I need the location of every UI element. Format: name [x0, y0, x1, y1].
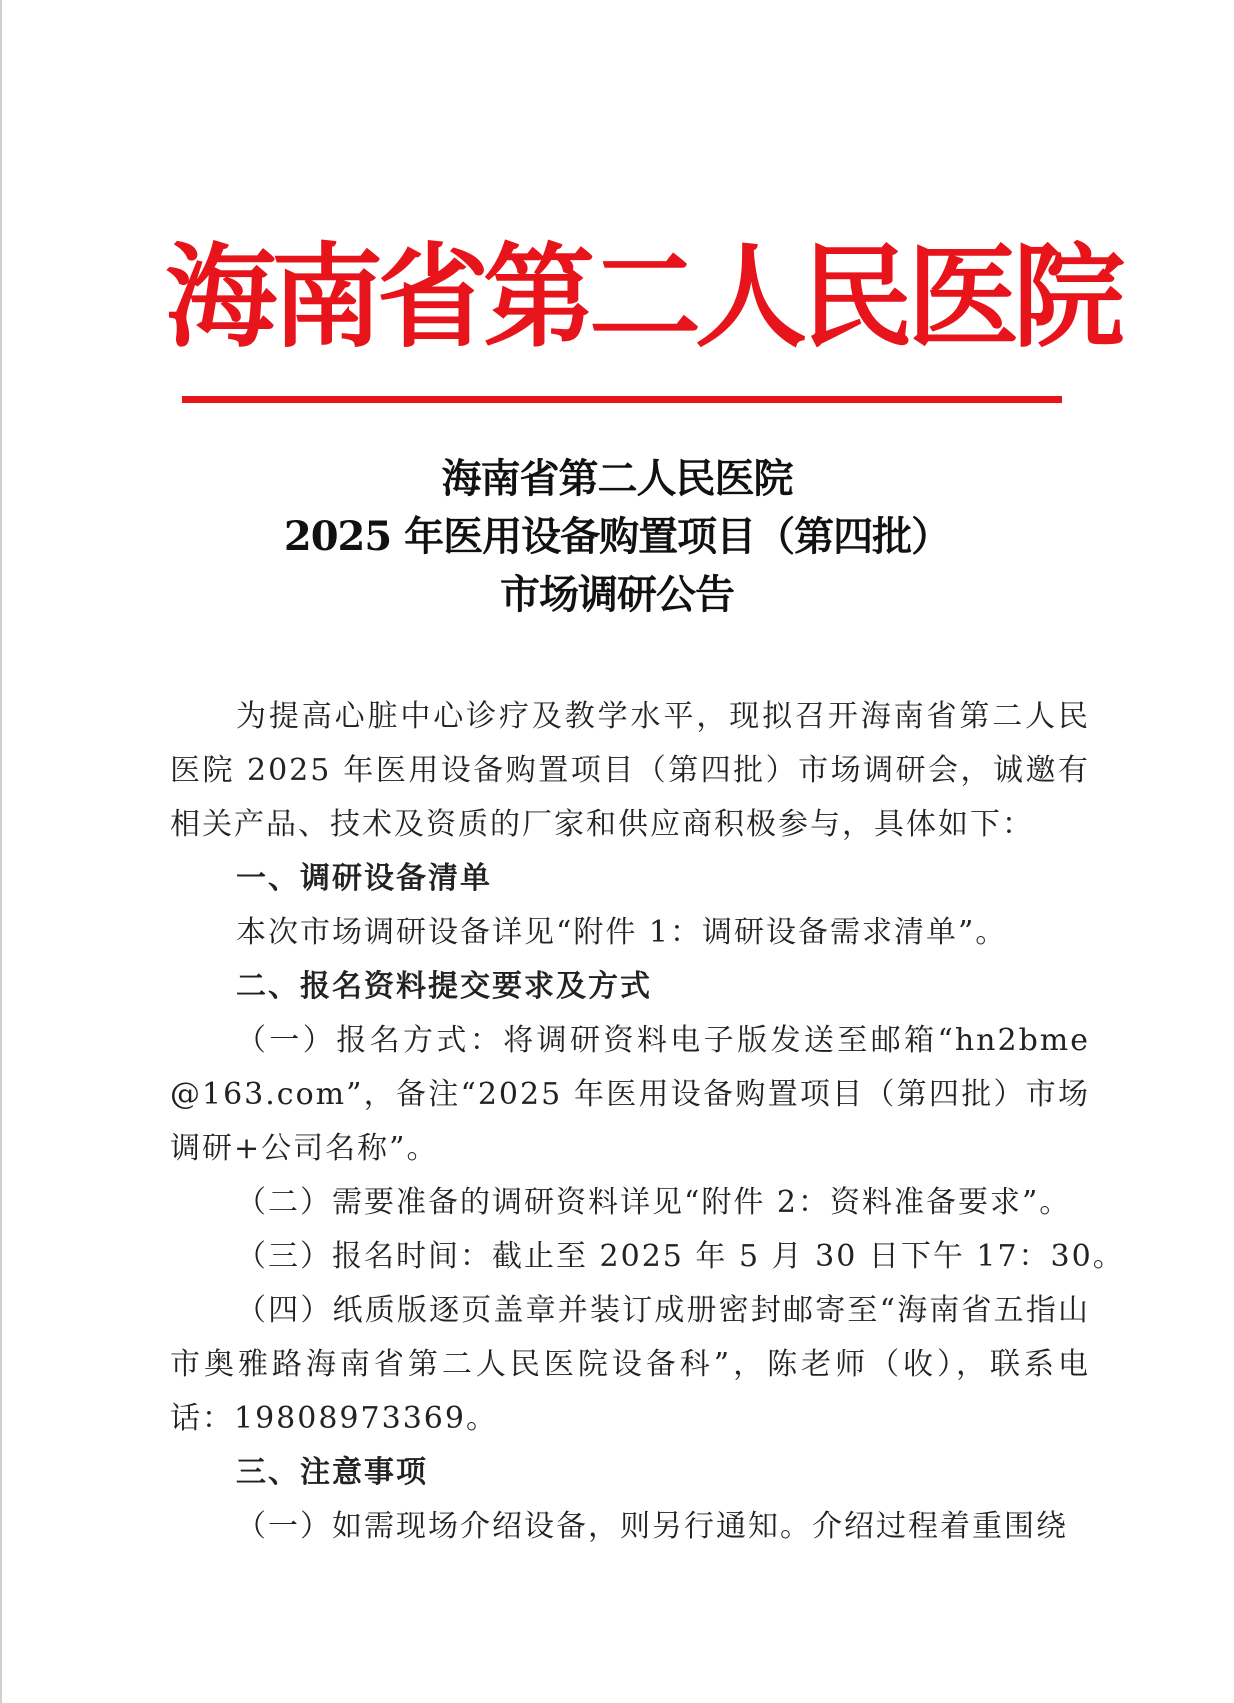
section-3-heading: 三、注意事项 — [236, 1455, 428, 1490]
document-title — [0, 450, 1234, 624]
section-2-heading: 二、报名资料提交要求及方式 — [236, 969, 652, 1004]
section-2-item-2: （二）需要准备的调研资料详见“附件 2：资料准备要求”。 — [236, 1185, 1072, 1220]
section-1-text: 本次市场调研设备详见“附件 1：调研设备需求清单”。 — [236, 915, 1008, 950]
title-line-2: 2025 年医用设备购置项目（第四批） — [283, 513, 951, 560]
section-3-item-1: （一）如需现场介绍设备，则另行通知。介绍过程着重围绕 — [236, 1509, 1068, 1544]
page-edge — [0, 0, 2, 1703]
document-body — [170, 690, 1125, 1554]
section-2-item-3: （三）报名时间：截止至 2025 年 5 月 30 日下午 17：30。 — [236, 1239, 1125, 1274]
section-1-heading: 一、调研设备清单 — [236, 861, 492, 896]
red-divider-line — [182, 396, 1062, 403]
intro-paragraph: 为提高心脏中心诊疗及教学水平，现拟召开海南省第二人民医院 2025 年医用设备购置项目（第四批）市场调研会，诚邀有相关产品、技术及资质的厂家和供应商积极参与，具体如下： — [170, 699, 1090, 842]
title-line-1: 海南省第二人民医院 — [441, 455, 793, 502]
section-2-item-4: （四）纸质版逐页盖章并装订成册密封邮寄至“海南省五指山市奥雅路海南省第二人民医院设备科”，陈老师（收），联系电话：19808973369。 — [170, 1293, 1090, 1436]
title-line-3: 市场调研公告 — [500, 571, 734, 618]
red-masthead: 海南省第二人民医院 — [165, 232, 1119, 363]
section-2-item-1: （一）报名方式：将调研资料电子版发送至邮箱“hn2bme@163.com”，备注“2025 年医用设备购置项目（第四批）市场调研+公司名称”。 — [170, 1023, 1090, 1166]
